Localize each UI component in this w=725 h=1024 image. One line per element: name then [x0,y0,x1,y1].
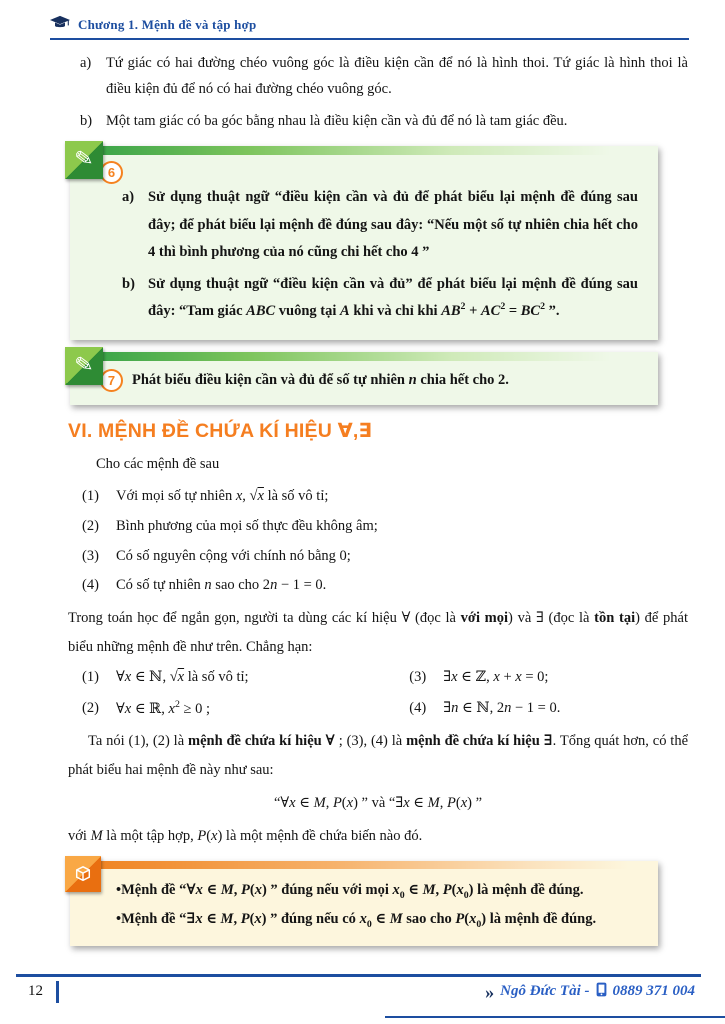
green-header-strip [70,146,658,155]
page-footer [0,974,725,1024]
statement-text: Có số nguyên cộng với chính nó bằng 0; [116,547,351,564]
note-line-2: •Mệnh đề “∃x ∈ M, P(x) ” đúng nếu có $x_0$ ∈ M sao cho $P(x_0)$ là mệnh đề đúng. [116,910,597,930]
pencil-icon: ✎ [65,141,103,179]
exercise-item-b [122,271,638,326]
exercise-number-badge: 7 [100,369,123,392]
item-label: a) [80,55,92,71]
exercise-text: Phát biểu điều kiện cần và đủ để số tự nhiên n chia hết cho 2. [132,372,509,389]
statement-2 [82,515,688,538]
orange-header-strip [70,861,658,869]
note-box [70,861,658,946]
statement-label: (2) [82,517,99,534]
exercise-box-7 [70,352,658,405]
page-number: 12 [28,983,43,999]
quantifier-statement-2 [82,697,409,721]
footer-divider-bottom [385,1016,725,1018]
quantifier-statement-1 [82,666,409,689]
note-line-1: •Mệnh đề “∀x ∈ M, P(x) ” đúng nếu với mọi $x_0$ ∈ M, $P(x_0)$ là mệnh đề đúng. [116,882,584,901]
statement-1 [82,485,688,508]
statement-text: Với mọi số tự nhiên x, √x là số vô tỉ; [116,487,329,504]
author-signature [485,982,695,1002]
chapter-title: Chương 1. Mệnh đề và tập hợp [78,17,257,32]
statement-text: Bình phương của mọi số thực đều không âm; [116,517,378,534]
chevron-icon: » [485,981,495,1002]
statement-text: ∃n ∈ ℕ, 2n − 1 = 0. [443,700,561,717]
list-item-b [80,108,688,134]
page-header [0,0,725,40]
statement-label: (2) [82,700,99,717]
statement-3 [82,545,688,568]
section-intro-text: Cho các mệnh đề sau [96,456,220,473]
item-label: b) [122,275,135,292]
statement-label: (3) [409,669,427,686]
graduation-cap-icon [50,15,70,35]
green-header-strip [70,352,658,361]
exercise-number-badge: 6 [100,161,123,184]
item-text: Tứ giác có hai đường chéo vuông góc là điều kiện cần để nó là hình thoi. Tứ giác là hình thoi là điều kiện đủ để nó có hai đường chéo vuông góc. [106,55,688,98]
statement-label: (3) [82,547,99,564]
statement-label: (4) [82,577,99,594]
item-label: a) [122,189,135,206]
general-formula: “∀x ∈ M, P(x) ” và “∃x ∈ M, P(x) ” [273,795,483,812]
page-body [0,40,725,946]
page-number-block [28,981,59,1003]
item-text: Một tam giác có ba góc bằng nhau là điều kiện cần và đủ để nó là tam giác đều. [106,113,568,130]
item-text: Sử dụng thuật ngữ “điều kiện cần và đủ” để phát biểu lại mệnh đề đúng sau đây: “Tam giác ABC vuông tại A khi và chỉ khi $AB^2 + AC^2 = BC^2$ ”. [148,275,638,320]
statement-label: (4) [409,700,427,717]
exercise-box-6 [70,146,658,340]
paragraph-quantifier-intro: Trong toán học để ngắn gọn, người ta dùng các kí hiệu ∀ (đọc là với mọi) và ∃ (đọc là tồn tại) để phát biểu những mệnh đề như trên. Chẳng hạn: [68,610,689,656]
quantifier-statement-4 [409,697,688,721]
quantifier-statement-3 [409,666,688,689]
paragraph-definition: với M là một tập hợp, P(x) là một mệnh đề chứa biến nào đó. [68,828,423,845]
statement-text: Có số tự nhiên n sao cho 2n − 1 = 0. [116,577,327,594]
statement-text: ∀x ∈ ℕ, √x là số vô tỉ; [116,669,249,686]
item-label: b) [80,113,93,130]
section-heading: VI. MỆNH ĐỀ CHỨA KÍ HIỆU ∀,∃ [68,420,373,443]
statement-label: (1) [82,487,99,504]
list-item-a [80,50,688,102]
quantifier-statement-grid [82,666,688,721]
author-name: Ngô Đức Tài - [500,983,590,999]
phone-number: 0889 371 004 [612,983,695,999]
statement-text: ∀x ∈ ℝ, $x^2 \ge 0$ ; [116,699,210,718]
statement-label: (1) [82,669,99,686]
pencil-icon: ✎ [65,347,103,385]
cube-icon [65,856,101,892]
paragraph-summary: Ta nói (1), (2) là mệnh đề chứa kí hiệu ∀ ; (3), (4) là mệnh đề chứa kí hiệu ∃. Tổng quát hơn, có thể phát biểu hai mệnh đề này như sau: [68,733,689,779]
item-text: Sử dụng thuật ngữ “điều kiện cần và đủ để phát biểu lại mệnh đề đúng sau đây; để phát biểu lại mệnh đề đúng sau đây: “Nếu một số tự nhiên chia hết cho 4 thì bình phương của nó cũng chi hết cho 4 ” [148,189,638,261]
statement-text: ∃x ∈ ℤ, x + x = 0; [443,669,549,686]
phone-icon [596,982,607,1002]
statement-4 [82,574,688,597]
page-number-divider [56,981,59,1003]
exercise-item-a [122,184,638,267]
